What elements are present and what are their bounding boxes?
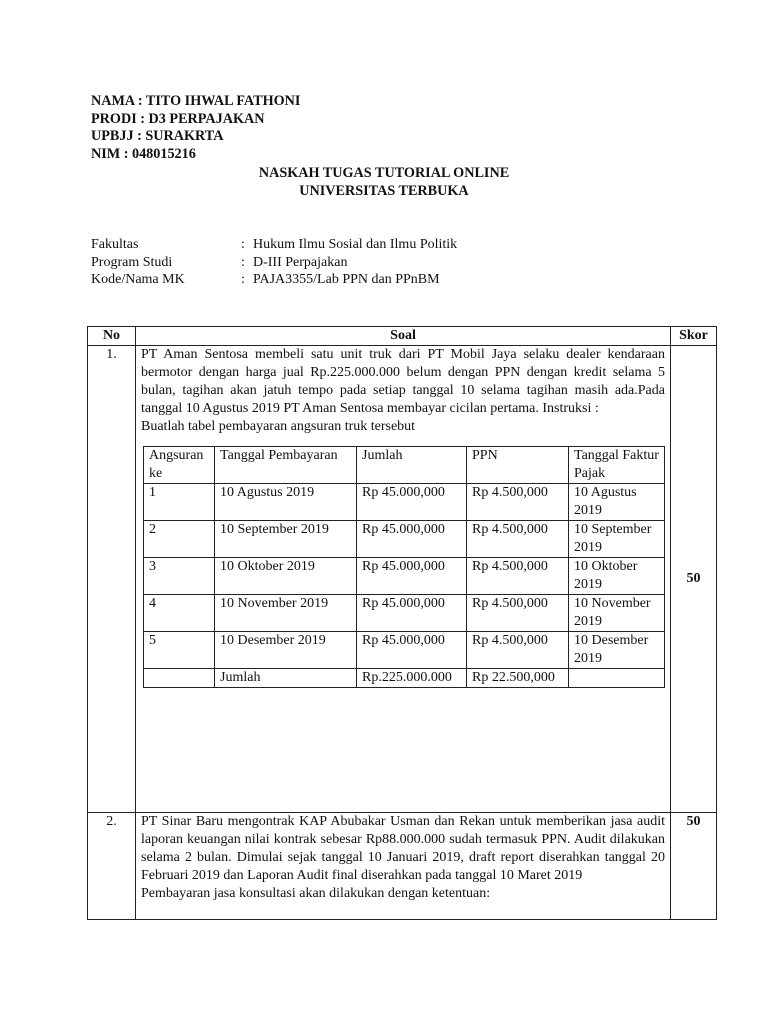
table-cell: Rp 45.000,000	[357, 484, 467, 521]
colon: :	[241, 237, 245, 252]
table-cell: Rp 22.500,000	[467, 669, 569, 688]
table-cell: Rp 4.500,000	[467, 632, 569, 669]
table-cell: Jumlah	[215, 669, 357, 688]
mk-label: Kode/Nama MK	[91, 272, 185, 288]
table-row	[144, 521, 665, 558]
question-table	[87, 326, 717, 920]
prodi-label: Program Studi	[91, 254, 173, 270]
table-cell: Rp 4.500,000	[467, 558, 569, 595]
table-cell: 10 November 2019	[569, 595, 665, 632]
table-cell: Rp.225.000.000	[357, 669, 467, 688]
table-cell: 1	[144, 484, 215, 521]
table-cell: Rp 45.000,000	[357, 558, 467, 595]
table-cell: Rp 45.000,000	[357, 632, 467, 669]
question-number: 1.	[88, 346, 136, 813]
table-cell: 3	[144, 558, 215, 595]
inner-header-cell: Angsuran ke	[144, 447, 215, 484]
header-no: No	[88, 327, 136, 346]
header-soal: Soal	[136, 327, 671, 346]
table-cell: 10 Agustus 2019	[569, 484, 665, 521]
table-cell: 10 September 2019	[569, 521, 665, 558]
student-nim: NIM : 048015216	[91, 145, 196, 162]
question-row-1	[88, 346, 717, 813]
table-cell: Rp 4.500,000	[467, 484, 569, 521]
table-cell: 10 November 2019	[215, 595, 357, 632]
table-cell	[144, 669, 215, 688]
question-number: 2.	[88, 813, 136, 920]
question-score: 50	[671, 813, 717, 920]
table-header-row	[88, 327, 717, 346]
fakultas-label: Fakultas	[91, 237, 139, 252]
table-row	[144, 484, 665, 521]
table-row	[144, 632, 665, 669]
question-score: 50	[671, 346, 717, 813]
colon: :	[241, 254, 245, 270]
inner-header-cell: Tanggal Pembayaran	[215, 447, 357, 484]
table-row	[144, 558, 665, 595]
table-cell	[569, 669, 665, 688]
table-row	[144, 595, 665, 632]
fakultas-value: Hukum Ilmu Sosial dan Ilmu Politik	[253, 237, 458, 252]
table-cell: 10 Desember 2019	[569, 632, 665, 669]
table-cell: 5	[144, 632, 215, 669]
student-upbjj: UPBJJ : SURAKRTA	[91, 128, 224, 145]
colon: :	[241, 272, 245, 288]
inner-header-cell: PPN	[467, 447, 569, 484]
table-cell: 2	[144, 521, 215, 558]
question-body	[136, 346, 671, 813]
prodi-value: D-III Perpajakan	[253, 254, 348, 270]
question-text: PT Sinar Baru mengontrak KAP Abubakar Usman dan Rekan untuk memberikan jasa audit laporan keuangan nilai kontrak sebesar Rp88.000.000 sudah termasuk PPN. Audit dilakukan selama 2 bulan. Dimulai sejak tanggal 10 Januari 2019, draft report diserahkan tanggal 20 Februari 2019 dan Laporan Audit final diserahkan pada tanggal 10 Maret 2019	[141, 814, 665, 883]
inner-header-cell: Jumlah	[357, 447, 467, 484]
inner-header-cell: Tanggal Faktur Pajak	[569, 447, 665, 484]
question-row-2	[88, 813, 717, 920]
question-body	[136, 813, 671, 920]
doc-title: NASKAH TUGAS TUTORIAL ONLINE	[258, 165, 510, 181]
student-name: NAMA : TITO IHWAL FATHONI	[91, 93, 301, 109]
table-cell: 10 Desember 2019	[215, 632, 357, 669]
installment-table	[143, 446, 665, 688]
table-total-row	[144, 669, 665, 688]
table-cell: 10 September 2019	[215, 521, 357, 558]
mk-value: PAJA3355/Lab PPN dan PPnBM	[253, 272, 440, 288]
table-cell: Rp 4.500,000	[467, 595, 569, 632]
table-cell: 10 Oktober 2019	[215, 558, 357, 595]
question-instruction: Buatlah tabel pembayaran angsuran truk tersebut	[141, 419, 416, 434]
table-cell: 4	[144, 595, 215, 632]
table-cell: 10 Oktober 2019	[569, 558, 665, 595]
table-cell: Rp 4.500,000	[467, 521, 569, 558]
question-text-continued: Pembayaran jasa konsultasi akan dilakukan dengan ketentuan:	[141, 886, 491, 901]
student-header	[91, 93, 300, 163]
question-text: PT Aman Sentosa membeli satu unit truk dari PT Mobil Jaya selaku dealer kendaraan bermotor dengan harga jual Rp.225.000.000 belum dengan PPN dengan kredit selama 5 bulan, tagihan akan jatuh tempo pada setiap tanggal 10 selama tagihan masih ada.Pada tanggal 10 Agustus 2019 PT Aman Sentosa membayar cicilan pertama. Instruksi :	[141, 347, 665, 416]
header-skor: Skor	[671, 327, 717, 346]
table-cell: 10 Agustus 2019	[215, 484, 357, 521]
table-cell: Rp 45.000,000	[357, 521, 467, 558]
doc-subtitle: UNIVERSITAS TERBUKA	[299, 183, 469, 199]
student-prodi: PRODI : D3 PERPAJAKAN	[91, 110, 265, 127]
table-cell: Rp 45.000,000	[357, 595, 467, 632]
table-row	[144, 447, 665, 484]
